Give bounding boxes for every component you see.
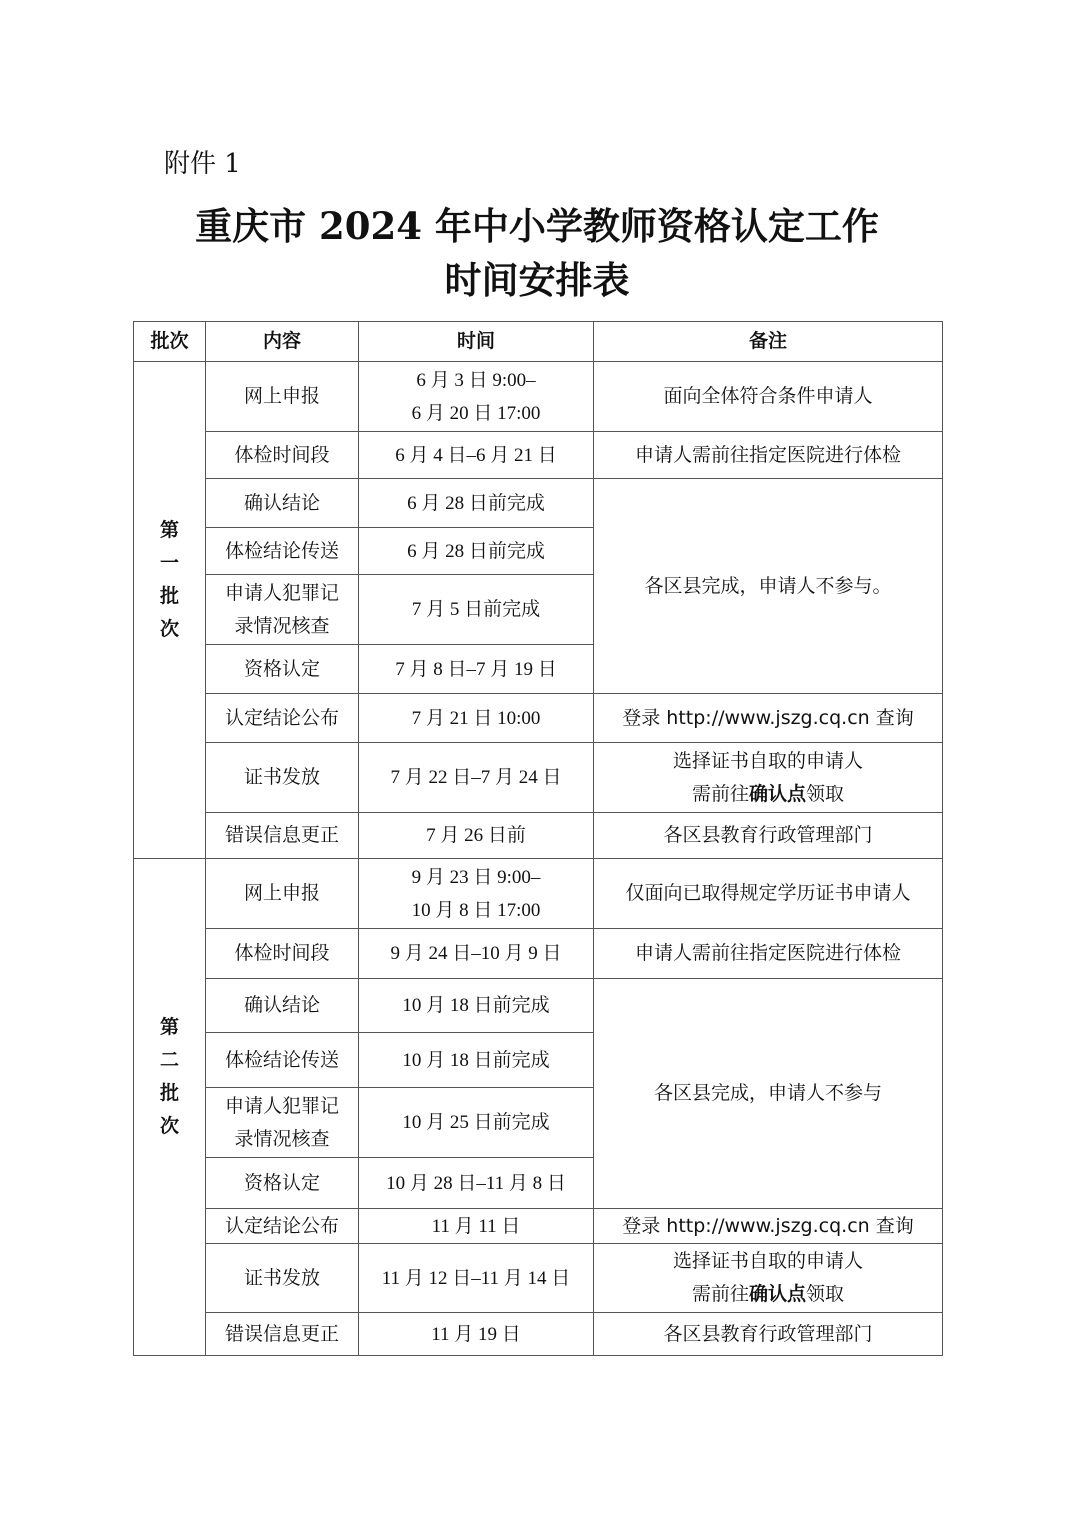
cell-line: 11 月 12 日–11 月 14 日 xyxy=(381,1267,571,1289)
cell-line: 确认结论 xyxy=(243,994,320,1016)
content-cell xyxy=(206,694,359,743)
content-cell xyxy=(206,859,359,929)
document-title-line-1: 重庆市 2024 年中小学教师资格认定工作 xyxy=(195,204,879,248)
content-cell xyxy=(206,1088,359,1158)
table-row xyxy=(134,859,943,929)
cell-line: 录情况核查 xyxy=(234,1127,330,1150)
cell-line: 资格认定 xyxy=(243,1171,320,1194)
cell-line: 10 月 18 日前完成 xyxy=(402,995,550,1016)
note-text: 面向全体符合条件申请人 xyxy=(663,385,873,407)
note-text: 选择证书自取的申请人 xyxy=(672,1250,863,1272)
content-cell xyxy=(206,979,359,1033)
cell-line: 一 xyxy=(159,552,179,574)
note-text: 各区县教育行政管理部门 xyxy=(663,1322,873,1345)
cell-line: 体检时间段 xyxy=(234,443,330,466)
attachment-label: 附件 1 xyxy=(164,149,241,179)
batch-label-cell xyxy=(134,859,206,1356)
cell-line: 体检结论传送 xyxy=(224,539,339,562)
cell-line: 10 月 18 日前完成 xyxy=(402,1049,550,1071)
schedule-table xyxy=(133,321,943,1356)
note-text: 登录 http://www.jszg.cq.cn 查询 xyxy=(622,706,914,729)
cell-line: 认定结论公布 xyxy=(224,1214,339,1237)
note-text: 各区县教育行政管理部门 xyxy=(663,824,873,846)
table-row xyxy=(134,479,943,528)
cell-line: 10 月 8 日 17:00 xyxy=(411,899,541,921)
cell-line: 资格认定 xyxy=(243,657,320,680)
cell-line: 9 月 23 日 9:00– xyxy=(411,866,541,888)
cell-line: 6 月 20 日 17:00 xyxy=(411,402,541,424)
cell-line: 体检时间段 xyxy=(234,942,330,964)
cell-line: 6 月 4 日–6 月 21 日 xyxy=(395,444,557,466)
header-batch: 批次 xyxy=(134,322,206,362)
time-cell xyxy=(359,1033,594,1088)
table-header-row xyxy=(134,322,943,362)
cell-line: 7 月 26 日前 xyxy=(426,825,526,846)
cell-line: 认定结论公布 xyxy=(224,706,339,729)
time-cell xyxy=(359,479,594,528)
content-cell xyxy=(206,362,359,432)
content-cell xyxy=(206,743,359,813)
note-text: 登录 http://www.jszg.cq.cn 查询 xyxy=(622,1214,914,1237)
cell-line: 7 月 22 日–7 月 24 日 xyxy=(390,767,562,788)
cell-line: 错误信息更正 xyxy=(224,824,339,846)
time-cell xyxy=(359,813,594,859)
note-text: 需前往 xyxy=(691,782,749,805)
time-cell xyxy=(359,645,594,694)
note-text: 申请人需前往指定医院进行体检 xyxy=(634,942,901,964)
schedule-table-body xyxy=(134,322,943,1356)
cell-line: 网上申报 xyxy=(243,882,320,904)
table-row xyxy=(134,1244,943,1313)
time-cell xyxy=(359,859,594,929)
time-cell xyxy=(359,1244,594,1313)
note-cell xyxy=(594,743,943,813)
header-content: 内容 xyxy=(206,322,359,362)
time-cell xyxy=(359,362,594,432)
note-cell xyxy=(594,694,943,743)
cell-line: 6 月 3 日 9:00– xyxy=(416,369,536,391)
cell-line: 次 xyxy=(159,618,179,640)
table-row xyxy=(134,929,943,979)
note-text: 选择证书自取的申请人 xyxy=(672,749,863,772)
cell-line: 申请人犯罪记 xyxy=(224,581,339,604)
batch-label-cell xyxy=(134,362,206,859)
content-cell xyxy=(206,645,359,694)
cell-line: 次 xyxy=(159,1115,179,1137)
note-text: 各区县完成，申请人不参与。 xyxy=(644,574,892,597)
note-emphasis: 确认点 xyxy=(748,782,806,805)
content-cell xyxy=(206,1158,359,1209)
note-emphasis: 确认点 xyxy=(748,1283,806,1305)
table-row xyxy=(134,813,943,859)
note-cell xyxy=(594,979,943,1209)
table-row xyxy=(134,432,943,479)
time-cell xyxy=(359,1313,594,1356)
table-row xyxy=(134,979,943,1033)
content-cell xyxy=(206,575,359,645)
content-cell xyxy=(206,528,359,575)
note-cell xyxy=(594,362,943,432)
document-title-line-2: 时间安排表 xyxy=(444,258,630,302)
header-note: 备注 xyxy=(594,322,943,362)
cell-line: 批 xyxy=(159,1082,179,1104)
table-row xyxy=(134,362,943,432)
note-cell xyxy=(594,1209,943,1244)
cell-line: 11 月 19 日 xyxy=(431,1323,521,1345)
time-cell xyxy=(359,743,594,813)
note-cell xyxy=(594,1313,943,1356)
cell-line: 10 月 28 日–11 月 8 日 xyxy=(386,1172,566,1194)
cell-line: 网上申报 xyxy=(243,385,320,407)
note-text: 申请人需前往指定医院进行体检 xyxy=(634,443,901,466)
cell-line: 错误信息更正 xyxy=(224,1322,339,1345)
note-text: 领取 xyxy=(806,1283,845,1305)
note-cell xyxy=(594,479,943,694)
content-cell xyxy=(206,1244,359,1313)
time-cell xyxy=(359,432,594,479)
content-cell xyxy=(206,813,359,859)
content-cell xyxy=(206,929,359,979)
cell-line: 7 月 5 日前完成 xyxy=(411,599,541,620)
content-cell xyxy=(206,1313,359,1356)
note-text: 需前往 xyxy=(691,1283,749,1305)
cell-line: 批 xyxy=(159,585,179,607)
cell-line: 第 xyxy=(159,519,179,541)
time-cell xyxy=(359,979,594,1033)
content-cell xyxy=(206,479,359,528)
note-cell xyxy=(594,432,943,479)
note-text: 各区县完成，申请人不参与 xyxy=(653,1082,882,1104)
table-row xyxy=(134,743,943,813)
table-row xyxy=(134,1209,943,1244)
cell-line: 7 月 21 日 10:00 xyxy=(411,707,541,729)
cell-line: 二 xyxy=(159,1049,179,1071)
cell-line: 7 月 8 日–7 月 19 日 xyxy=(395,658,557,680)
cell-line: 确认结论 xyxy=(243,491,320,514)
cell-line: 体检结论传送 xyxy=(224,1048,339,1071)
content-cell xyxy=(206,432,359,479)
content-cell xyxy=(206,1033,359,1088)
cell-line: 10 月 25 日前完成 xyxy=(402,1112,550,1133)
note-cell xyxy=(594,1244,943,1313)
time-cell xyxy=(359,929,594,979)
table-row xyxy=(134,1313,943,1356)
time-cell xyxy=(359,1209,594,1244)
cell-line: 6 月 28 日前完成 xyxy=(407,540,545,562)
cell-line: 11 月 11 日 xyxy=(431,1215,521,1237)
time-cell xyxy=(359,694,594,743)
note-cell xyxy=(594,813,943,859)
time-cell xyxy=(359,575,594,645)
time-cell xyxy=(359,1158,594,1209)
note-text: 仅面向已取得规定学历证书申请人 xyxy=(625,882,911,904)
cell-line: 证书发放 xyxy=(243,1266,320,1289)
cell-line: 申请人犯罪记 xyxy=(224,1094,339,1117)
cell-line: 证书发放 xyxy=(243,766,320,788)
cell-line: 录情况核查 xyxy=(234,614,330,637)
time-cell xyxy=(359,528,594,575)
table-row xyxy=(134,694,943,743)
cell-line: 6 月 28 日前完成 xyxy=(407,492,545,514)
content-cell xyxy=(206,1209,359,1244)
note-text: 领取 xyxy=(806,782,845,805)
note-cell xyxy=(594,859,943,929)
cell-line: 9 月 24 日–10 月 9 日 xyxy=(390,943,562,964)
note-cell xyxy=(594,929,943,979)
time-cell xyxy=(359,1088,594,1158)
cell-line: 第 xyxy=(159,1016,179,1038)
header-time: 时间 xyxy=(359,322,594,362)
